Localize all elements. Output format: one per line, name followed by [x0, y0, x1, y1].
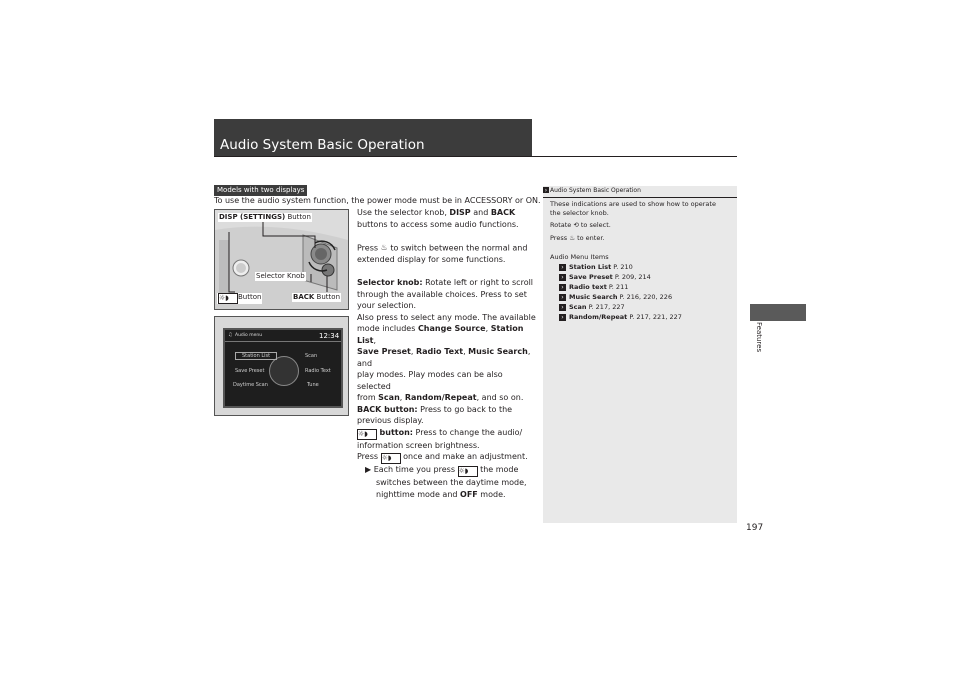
audio-menu-item: › Station List P. 210: [550, 262, 735, 272]
disp-callout: DISP (SETTINGS) Button: [219, 213, 311, 221]
audio-screen: [223, 328, 343, 408]
also-line5: from Scan, Random/Repeat, and so on.: [357, 393, 524, 403]
header-rule: [214, 156, 737, 157]
screen-divider: [225, 341, 341, 342]
ref-arrow-icon: ›: [559, 304, 566, 311]
brightness-icon: ☼◗: [218, 293, 238, 304]
screen-menu-item: Scan: [305, 353, 318, 359]
section-tab: [750, 304, 806, 321]
p1-line2: buttons to access some audio functions.: [357, 219, 519, 229]
knob-press-icon: ♨: [569, 234, 576, 242]
screen-knob-graphic: [269, 356, 299, 386]
each-line2: switches between the daytime mode,: [376, 478, 527, 488]
screen-title: Audio menu: [235, 333, 263, 338]
p2-line1: Press ♨ to switch between the normal and extended display for some functions.: [357, 243, 528, 264]
ref-arrow-icon: ›: [559, 274, 566, 281]
sidebar-press: Press ♨ to enter.: [550, 234, 605, 242]
screen-menu-item: Daytime Scan: [233, 382, 268, 388]
audio-menu-item: › Random/Repeat P. 217, 221, 227: [550, 312, 735, 322]
also-line4: play modes. Play modes can be also selected: [357, 370, 503, 391]
back-button-callout: BACK Button: [293, 293, 341, 301]
knob-press-icon: ♨: [380, 243, 388, 252]
audio-menu-item: › Radio text P. 211: [550, 282, 735, 292]
audio-menu-title: Audio Menu Items: [550, 253, 609, 261]
audio-menu-item: › Music Search P. 216, 220, 226: [550, 292, 735, 302]
screen-menu-item: Station List: [235, 352, 277, 360]
also-line1: Also press to select any mode. The available: [357, 312, 536, 322]
back-line2: previous display.: [357, 416, 424, 426]
selector-knob-line3: your selection.: [357, 301, 417, 311]
screen-menu-item: Tune: [307, 382, 319, 388]
sidebar-rule: [543, 197, 737, 198]
models-tag: Models with two displays: [214, 185, 307, 196]
sidebar-arrow-icon: ›: [544, 187, 548, 194]
arrow-icon: ▶: [365, 465, 372, 475]
each-line1: ▶ Each time you press ☼◗ the mode: [365, 465, 519, 476]
audio-menu-item: › Scan P. 217, 227: [550, 302, 735, 312]
console-figure: [214, 209, 349, 310]
brightness-button-callout: ☼◗ Button: [219, 293, 262, 302]
screen-menu-item: Save Preset: [235, 368, 265, 374]
audio-menu-item: › Save Preset P. 209, 214: [550, 272, 735, 282]
selector-knob-line1: Selector knob: Rotate left or right to scroll: [357, 278, 534, 288]
sidebar-heading: › Audio System Basic Operation: [544, 187, 641, 194]
note-icon: ♫: [228, 332, 233, 338]
sidebar-rotate: Rotate ⟲ to select.: [550, 221, 611, 229]
page-title: Audio System Basic Operation: [220, 137, 425, 153]
also-line2: mode includes Change Source, Station List,: [357, 324, 524, 345]
clock: 12:34: [319, 332, 340, 340]
section-tab-label: Features: [755, 322, 763, 353]
screen-menu-item: Radio Text: [305, 368, 331, 374]
sidebar-line1: These indications are used to show how to operate: [550, 200, 716, 208]
sidebar-line2: the selector knob.: [550, 209, 609, 217]
screen-figure: [214, 316, 349, 416]
back-line1: BACK button: Press to go back to the: [357, 404, 513, 414]
brightness-icon: ☼◗: [357, 429, 377, 440]
bright-line2: information screen brightness.: [357, 440, 480, 450]
sidebar-body: [550, 199, 735, 322]
each-line3: nighttime mode and OFF mode.: [376, 489, 506, 499]
ref-arrow-icon: ›: [559, 284, 566, 291]
also-line3: Save Preset, Radio Text, Music Search, and: [357, 347, 531, 368]
ref-arrow-icon: ›: [559, 294, 566, 301]
brightness-icon: ☼◗: [381, 453, 401, 464]
body-column: [357, 207, 537, 500]
selector-knob-callout: Selector Knob: [256, 272, 305, 280]
selector-knob-line2: through the available choices. Press to set: [357, 289, 527, 299]
page-number: 197: [746, 523, 764, 533]
p1-line1: Use the selector knob, DISP and BACK: [357, 208, 516, 217]
ref-arrow-icon: ›: [559, 264, 566, 271]
intro-text: To use the audio system function, the power mode must be in ACCESSORY or ON.: [214, 196, 541, 205]
brightness-icon: ☼◗: [458, 466, 478, 477]
ref-arrow-icon: ›: [559, 314, 566, 321]
bright-line1: ☼◗ button: Press to change the audio/: [358, 427, 523, 438]
knob-rotate-icon: ⟲: [573, 221, 579, 229]
press-line: Press ☼◗ once and make an adjustment.: [357, 452, 528, 463]
